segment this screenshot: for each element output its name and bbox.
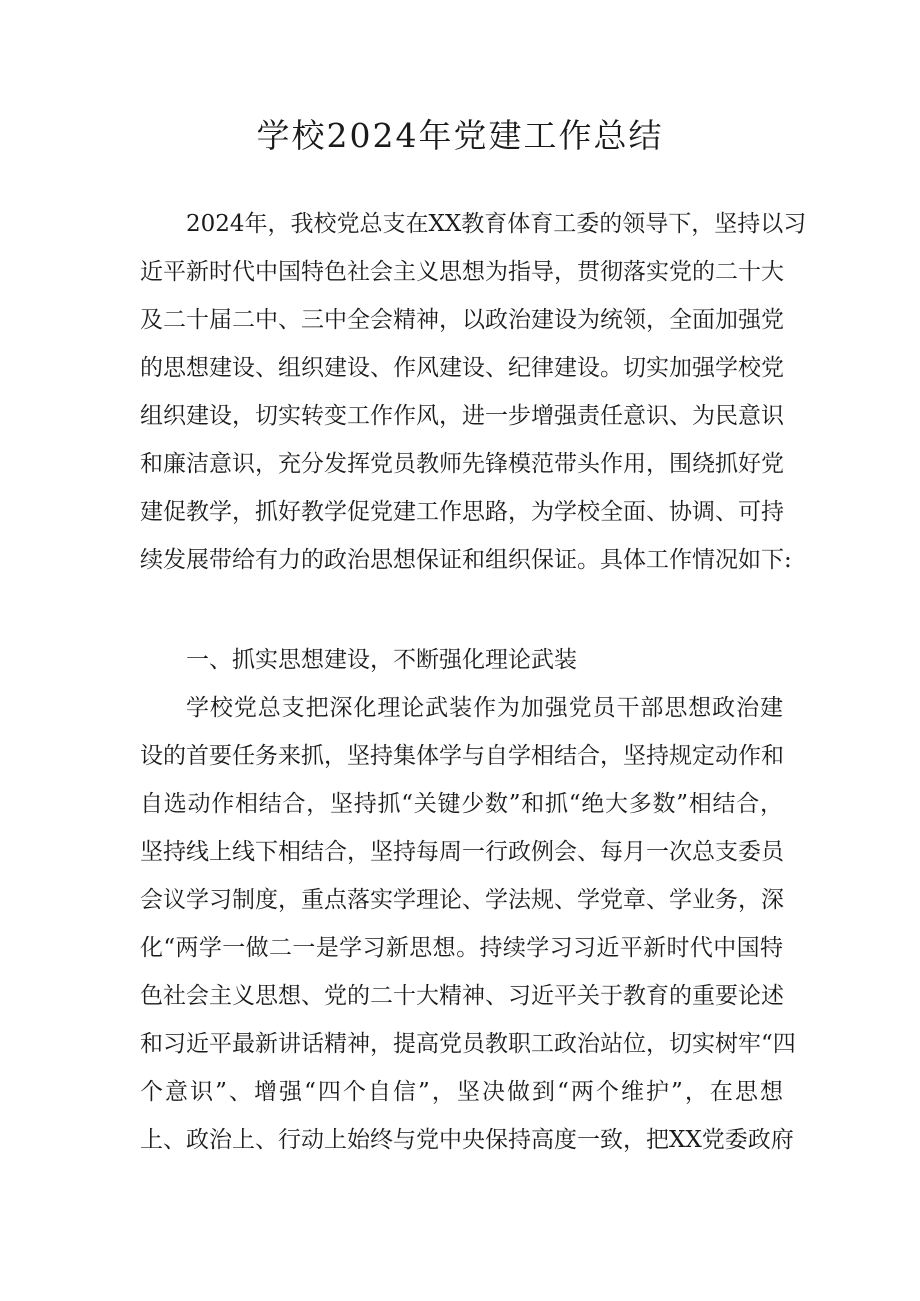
section-heading: 一、抓实思想建设，不断强化理论武装 [186, 647, 577, 673]
section-line: 色社会主义思想、党的二十大精神、习近平关于教育的重要论述 [140, 983, 784, 1009]
intro-line: 2024年，我校党总支在XX教育体育工委的领导下，坚持以习 [186, 211, 807, 237]
section-line: 和习近平最新讲话精神，提高党员教职工政治站位，切实树牢“四 [140, 1031, 796, 1057]
intro-line: 建促教学，抓好教学促党建工作思路，为学校全面、协调、可持 [140, 499, 784, 525]
intro-line: 组织建设，切实转变工作作风，进一步增强责任意识、为民意识 [140, 403, 784, 429]
section-line: 个意识”、增强“四个自信”，坚决做到“两个维护”，在思想 [140, 1079, 783, 1105]
section-line: 自选动作相结合，坚持抓“关键少数”和抓“绝大多数”相结合， [140, 791, 783, 817]
intro-line: 和廉洁意识，充分发挥党员教师先锋模范带头作用，围绕抓好党 [140, 451, 784, 477]
intro-line: 及二十届二中、三中全会精神，以政治建设为统领，全面加强党 [140, 307, 784, 333]
intro-line: 近平新时代中国特色社会主义思想为指导，贯彻落实党的二十大 [140, 259, 784, 285]
section-line: 设的首要任务来抓，坚持集体学与自学相结合，坚持规定动作和 [140, 743, 784, 769]
section-line: 会议学习制度，重点落实学理论、学法规、学党章、学业务，深 [140, 887, 784, 913]
intro-line: 续发展带给有力的政治思想保证和组织保证。具体工作情况如下: [140, 547, 792, 573]
section-line: 上、政治上、行动上始终与党中央保持高度一致，把XX党委政府 [140, 1127, 794, 1153]
intro-line: 的思想建设、组织建设、作风建设、纪律建设。切实加强学校党 [140, 355, 784, 381]
document-title: 学校2024年党建工作总结 [256, 116, 664, 155]
section-line: 学校党总支把深化理论武装作为加强党员干部思想政治建 [186, 695, 783, 721]
section-line: 化“两学一做二一是学习新思想。持续学习习近平新时代中国特 [140, 935, 783, 961]
section-line: 坚持线上线下相结合，坚持每周一行政例会、每月一次总支委员 [140, 839, 784, 865]
